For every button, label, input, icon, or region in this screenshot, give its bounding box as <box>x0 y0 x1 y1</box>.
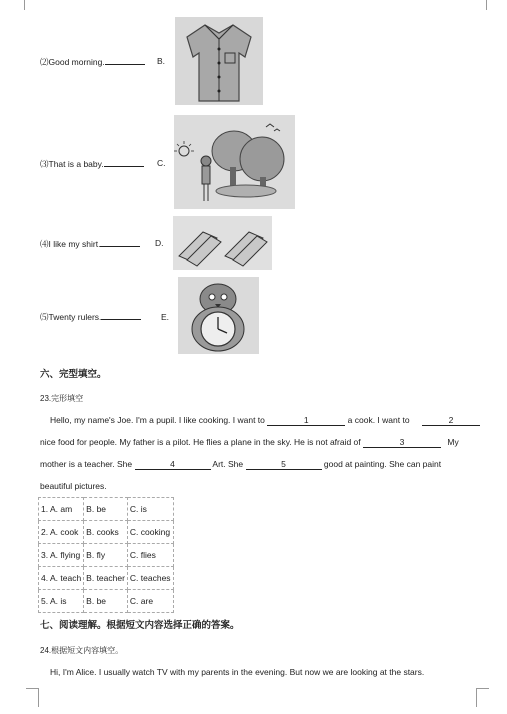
table-row <box>39 498 174 521</box>
cloze-line-2 <box>40 437 459 448</box>
cloze-blank-5[interactable]: 5 <box>246 460 322 470</box>
option-cell[interactable]: C. flies <box>127 544 173 567</box>
section-7-title: 七、阅读理解。根据短文内容选择正确的答案。 <box>40 620 240 631</box>
match-item-text: ⑶That is a baby. <box>40 159 104 169</box>
table-row <box>39 544 174 567</box>
section-6-title: 六、完型填空。 <box>40 369 107 380</box>
match-item-text: ⑸Twenty rulers. <box>40 312 102 322</box>
crop-mark-bottom-right <box>476 688 489 707</box>
option-cell[interactable]: C. teaches <box>127 567 173 590</box>
option-cell[interactable]: B. be <box>84 498 128 521</box>
match-item-3 <box>40 158 144 170</box>
option-cell[interactable]: 1. A. am <box>39 498 84 521</box>
option-cell[interactable]: 2. A. cook <box>39 521 84 544</box>
table-row <box>39 590 174 613</box>
answer-blank[interactable] <box>104 158 144 167</box>
crop-mark-bottom-left <box>26 688 39 707</box>
option-cell[interactable]: 4. A. teach <box>39 567 84 590</box>
cloze-text: a cook. I want to <box>347 415 410 425</box>
option-cell[interactable]: C. cooking <box>127 521 173 544</box>
question-24-label: 24.根据短文内容填空。 <box>40 646 124 655</box>
option-letter-b: B. <box>157 56 166 66</box>
answer-blank[interactable] <box>105 56 145 65</box>
option-letter-e: E. <box>161 312 170 322</box>
crop-mark-top-left <box>24 0 25 10</box>
option-cell[interactable]: B. fly <box>84 544 128 567</box>
cloze-text: Art. She <box>212 459 244 469</box>
option-cell[interactable]: C. is <box>127 498 173 521</box>
option-cell[interactable]: B. teacher <box>84 567 128 590</box>
cloze-line-3 <box>40 459 441 470</box>
match-item-4 <box>40 238 140 250</box>
shirt-icon <box>175 17 263 105</box>
table-row <box>39 521 174 544</box>
cloze-line-4: beautiful pictures. <box>40 481 107 491</box>
option-cell[interactable]: B. be <box>84 590 128 613</box>
cloze-blank-1[interactable]: 1 <box>267 416 345 426</box>
cloze-blank-4[interactable]: 4 <box>135 460 211 470</box>
option-cell[interactable]: C. are <box>127 590 173 613</box>
cloze-text: My <box>447 437 459 447</box>
reading-line-1: Hi, I'm Alice. I usually watch TV with my parents in the evening. But now we are looking at the stars. <box>50 667 425 677</box>
cloze-text: mother is a teacher. She <box>40 459 133 469</box>
match-item-2 <box>40 56 145 68</box>
cloze-line-1 <box>50 415 480 426</box>
answer-blank[interactable] <box>100 238 140 247</box>
table-row <box>39 567 174 590</box>
option-letter-c: C. <box>157 158 166 168</box>
penguin-clock-icon <box>178 277 259 354</box>
rulers-icon <box>173 216 272 270</box>
question-23-label: 23.完形填空 <box>40 394 84 403</box>
trees-and-child-icon <box>174 115 295 209</box>
cloze-blank-3[interactable]: 3 <box>363 438 441 448</box>
cloze-blank-2[interactable]: 2 <box>422 416 480 426</box>
option-cell[interactable]: 5. A. is <box>39 590 84 613</box>
option-cell[interactable]: 3. A. flying <box>39 544 84 567</box>
option-letter-d: D. <box>155 238 164 248</box>
match-item-5 <box>40 311 141 323</box>
answer-blank[interactable] <box>101 311 141 320</box>
cloze-text: good at painting. She can paint <box>323 459 442 469</box>
match-item-text: ⑷I like my shirt. <box>40 239 101 249</box>
cloze-text: nice food for people. My father is a pilot. He flies a plane in the sky. He is not afraid of <box>40 437 361 447</box>
options-table <box>38 497 174 613</box>
crop-mark-top-right <box>486 0 487 10</box>
match-item-text: ⑵Good morning. <box>40 57 105 67</box>
option-cell[interactable]: B. cooks <box>84 521 128 544</box>
cloze-text: Hello, my name's Joe. I'm a pupil. I like cooking. I want to <box>50 415 265 425</box>
